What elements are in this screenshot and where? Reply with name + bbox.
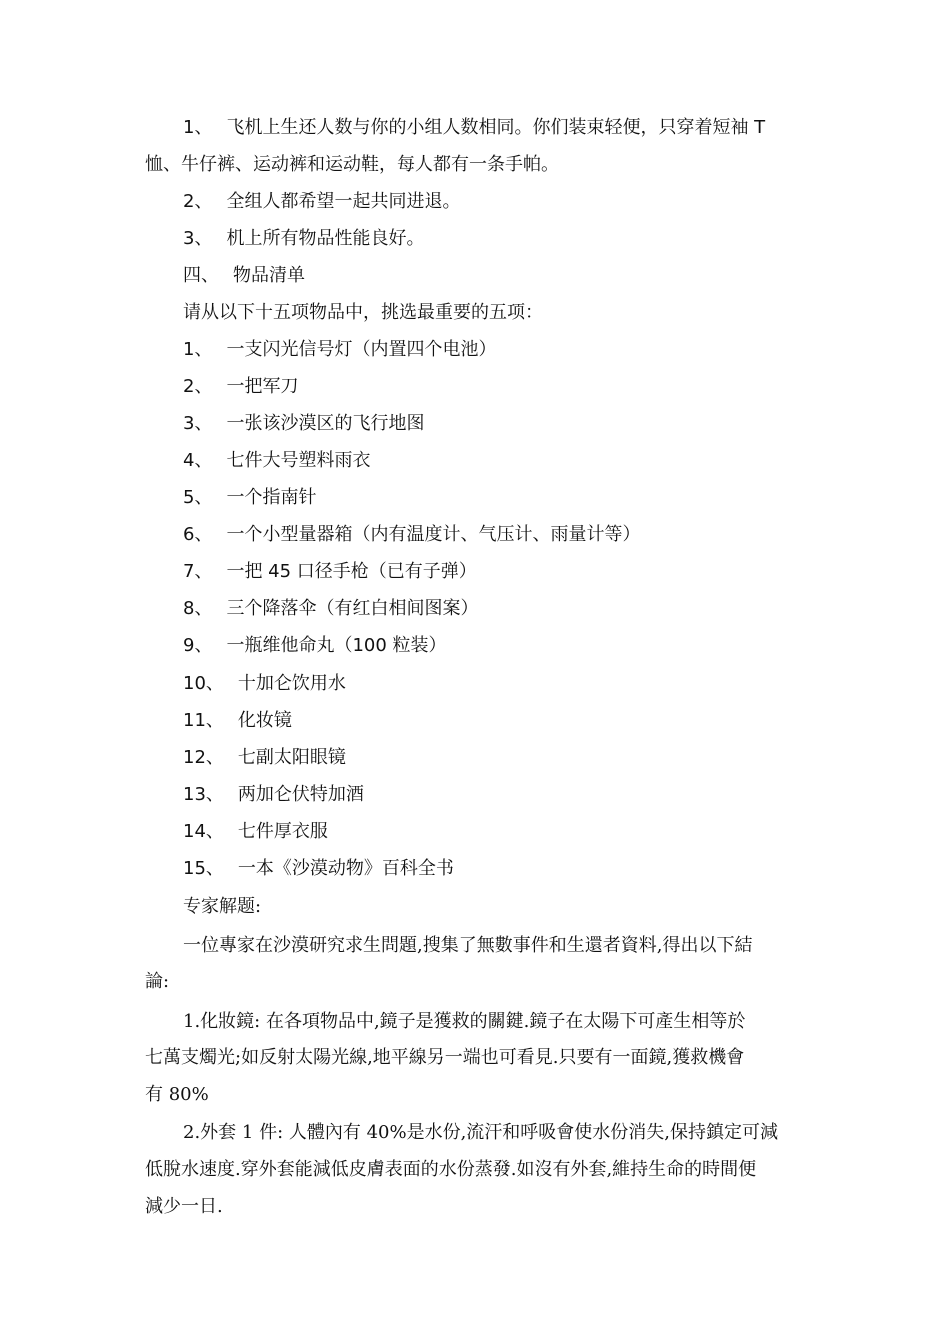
list-item — [183, 634, 447, 658]
expert-paragraph-line: 1.化妝鏡: 在各項物品中,鏡子是獲救的關鍵.鏡子在太陽下可產生相等於 — [183, 1011, 746, 1032]
section-title: 物品清单 — [233, 265, 305, 286]
item-text: 七件大号塑料雨衣 — [226, 450, 371, 471]
expert-paragraph-line: 減少一日. — [145, 1196, 223, 1217]
item-text: 一个小型量器箱（内有温度计、气压计、雨量计等） — [226, 524, 641, 545]
item-number: 9、 — [183, 635, 213, 656]
item-number: 6、 — [183, 524, 213, 545]
list-item — [183, 783, 364, 807]
item-text: 一支闪光信号灯（内置四个电池） — [226, 339, 497, 360]
expert-paragraph-line: 七萬支燭光;如反射太陽光線,地平線另一端也可看見.只要有一面鏡,獲救機會 — [145, 1047, 745, 1068]
item-number: 12、 — [183, 747, 224, 768]
instruction: 请从以下十五项物品中，挑选最重要的五项： — [183, 302, 543, 323]
expert-paragraph-line: 2.外套 1 件: 人體內有 40%是水份,流汗和呼吸會使水份消失,保持鎮定可減 — [183, 1122, 779, 1143]
item-text: 一本《沙漠动物》百科全书 — [237, 858, 454, 879]
item-number: 4、 — [183, 450, 213, 471]
intro-item-text: 机上所有物品性能良好。 — [226, 228, 425, 249]
item-number: 13、 — [183, 784, 224, 805]
item-text: 两加仑伏特加酒 — [237, 784, 364, 805]
item-number: 11、 — [183, 710, 224, 731]
item-text: 十加仑饮用水 — [237, 673, 346, 694]
section-number: 四、 — [183, 265, 219, 286]
intro-item-number: 3、 — [183, 228, 213, 249]
list-item — [183, 338, 496, 362]
list-item — [183, 412, 424, 436]
list-item — [183, 709, 292, 733]
item-text: 七件厚衣服 — [237, 821, 328, 842]
item-text: 一个指南针 — [226, 487, 317, 508]
item-text: 化妆镜 — [237, 710, 292, 731]
intro-item-1-continuation: 恤、牛仔裤、运动裤和运动鞋，每人都有一条手帕。 — [145, 154, 559, 175]
list-item — [183, 672, 346, 696]
item-number: 3、 — [183, 413, 213, 434]
list-item — [183, 486, 316, 510]
intro-item-number: 1、 — [183, 117, 213, 138]
item-text: 三个降落伞（有红白相间图案） — [226, 598, 479, 619]
item-text: 七副太阳眼镜 — [237, 747, 346, 768]
list-item — [183, 523, 640, 547]
expert-paragraph-line: 低脫水速度.穿外套能減低皮膚表面的水份蒸發.如沒有外套,維持生命的時間便 — [145, 1159, 757, 1180]
expert-paragraph-line: 論: — [145, 971, 170, 992]
item-text: 一瓶维他命丸（100 粒装） — [226, 635, 447, 656]
list-item — [183, 746, 346, 770]
section-heading — [183, 264, 305, 288]
list-item — [183, 857, 454, 881]
item-text: 一把 45 口径手枪（已有子弹） — [226, 561, 477, 582]
item-number: 8、 — [183, 598, 213, 619]
item-text: 一张该沙漠区的飞行地图 — [226, 413, 425, 434]
list-item — [183, 597, 478, 621]
intro-item-1 — [183, 116, 765, 140]
list-item — [183, 375, 298, 399]
list-item — [183, 449, 370, 473]
item-number: 10、 — [183, 673, 224, 694]
expert-paragraph-line: 一位專家在沙漠研究求生問題,搜集了無數事件和生還者資料,得出以下結 — [183, 935, 753, 956]
intro-item-text: 全组人都希望一起共同进退。 — [226, 191, 461, 212]
item-number: 1、 — [183, 339, 213, 360]
intro-item-3 — [183, 227, 424, 251]
item-number: 15、 — [183, 858, 224, 879]
list-item — [183, 820, 328, 844]
list-item — [183, 560, 477, 584]
item-number: 7、 — [183, 561, 213, 582]
intro-item-2 — [183, 190, 460, 214]
item-number: 5、 — [183, 487, 213, 508]
item-text: 一把军刀 — [226, 376, 299, 397]
item-number: 14、 — [183, 821, 224, 842]
item-number: 2、 — [183, 376, 213, 397]
expert-paragraph-line: 有 80% — [145, 1084, 209, 1105]
intro-item-text: 飞机上生还人数与你的小组人数相同。你们装束轻便，只穿着短袖 T — [226, 117, 766, 138]
intro-item-number: 2、 — [183, 191, 213, 212]
expert-heading: 专家解题: — [183, 896, 262, 917]
